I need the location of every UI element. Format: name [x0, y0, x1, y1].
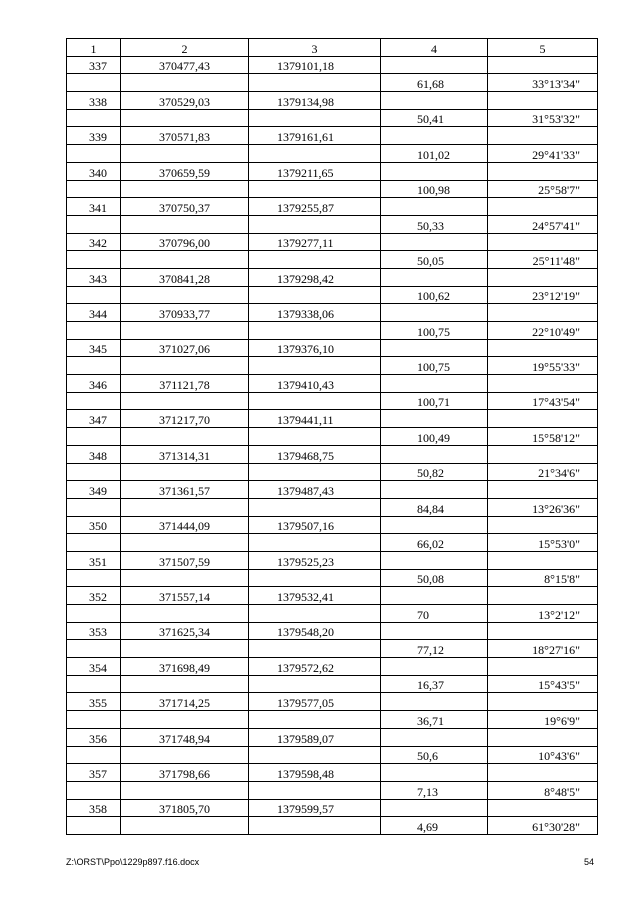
coordinates-table: [66, 38, 598, 835]
empty-cell: [67, 711, 121, 729]
table-row-segment: [67, 251, 598, 269]
x-coordinate-cell: 371507,59: [121, 551, 249, 569]
distance-cell: 100,98: [381, 180, 488, 198]
table-row-point: [67, 481, 598, 499]
empty-cell: [488, 693, 598, 711]
y-coordinate-cell: 1379410,43: [249, 375, 381, 393]
empty-cell: [121, 215, 249, 233]
angle-cell: 21°34'6": [488, 463, 598, 481]
empty-cell: [67, 392, 121, 410]
empty-cell: [121, 746, 249, 764]
angle-cell: 61°30'28": [488, 817, 598, 835]
y-coordinate-cell: 1379298,42: [249, 268, 381, 286]
distance-cell: 50,6: [381, 746, 488, 764]
empty-cell: [488, 516, 598, 534]
y-coordinate-cell: 1379161,61: [249, 127, 381, 145]
y-coordinate-cell: 1379599,57: [249, 799, 381, 817]
point-number-cell: 348: [67, 445, 121, 463]
table-row-point: [67, 551, 598, 569]
table-row-segment: [67, 180, 598, 198]
y-coordinate-cell: 1379525,23: [249, 551, 381, 569]
empty-cell: [121, 392, 249, 410]
empty-cell: [381, 92, 488, 110]
empty-cell: [121, 640, 249, 658]
distance-cell: 100,75: [381, 357, 488, 375]
point-number-cell: 338: [67, 92, 121, 110]
angle-cell: 15°53'0": [488, 534, 598, 552]
table-row-segment: [67, 675, 598, 693]
y-coordinate-cell: 1379376,10: [249, 339, 381, 357]
empty-cell: [249, 109, 381, 127]
empty-cell: [488, 551, 598, 569]
point-number-cell: 358: [67, 799, 121, 817]
empty-cell: [67, 640, 121, 658]
empty-cell: [381, 693, 488, 711]
angle-cell: 24°57'41": [488, 215, 598, 233]
table-row-point: [67, 658, 598, 676]
empty-cell: [249, 817, 381, 835]
table-row-segment: [67, 463, 598, 481]
angle-cell: 13°26'36": [488, 498, 598, 516]
empty-cell: [67, 251, 121, 269]
empty-cell: [249, 711, 381, 729]
y-coordinate-cell: 1379598,48: [249, 764, 381, 782]
x-coordinate-cell: 370659,59: [121, 162, 249, 180]
empty-cell: [249, 675, 381, 693]
empty-cell: [381, 764, 488, 782]
empty-cell: [381, 551, 488, 569]
empty-cell: [488, 233, 598, 251]
empty-cell: [67, 746, 121, 764]
y-coordinate-cell: 1379589,07: [249, 728, 381, 746]
point-number-cell: 342: [67, 233, 121, 251]
empty-cell: [381, 233, 488, 251]
x-coordinate-cell: 371217,70: [121, 410, 249, 428]
empty-cell: [381, 198, 488, 216]
table-row-point: [67, 233, 598, 251]
point-number-cell: 346: [67, 375, 121, 393]
footer-page-number: 54: [583, 857, 594, 867]
angle-cell: 23°12'19": [488, 286, 598, 304]
empty-cell: [249, 781, 381, 799]
point-number-cell: 356: [67, 728, 121, 746]
y-coordinate-cell: 1379548,20: [249, 622, 381, 640]
x-coordinate-cell: 371798,66: [121, 764, 249, 782]
empty-cell: [67, 74, 121, 92]
empty-cell: [67, 428, 121, 446]
empty-cell: [121, 781, 249, 799]
empty-cell: [249, 286, 381, 304]
empty-cell: [121, 711, 249, 729]
empty-cell: [121, 251, 249, 269]
point-number-cell: 341: [67, 198, 121, 216]
point-number-cell: 349: [67, 481, 121, 499]
angle-cell: 8°48'5": [488, 781, 598, 799]
empty-cell: [249, 180, 381, 198]
table-body: [67, 39, 598, 835]
x-coordinate-cell: 370933,77: [121, 304, 249, 322]
empty-cell: [249, 534, 381, 552]
empty-cell: [121, 498, 249, 516]
table-row-point: [67, 127, 598, 145]
empty-cell: [488, 304, 598, 322]
table-row-point: [67, 728, 598, 746]
table-row-segment: [67, 286, 598, 304]
empty-cell: [249, 463, 381, 481]
x-coordinate-cell: 371314,31: [121, 445, 249, 463]
point-number-cell: 352: [67, 587, 121, 605]
empty-cell: [121, 534, 249, 552]
point-number-cell: 347: [67, 410, 121, 428]
distance-cell: 66,02: [381, 534, 488, 552]
empty-cell: [67, 322, 121, 340]
table-row-point: [67, 92, 598, 110]
table-row-point: [67, 799, 598, 817]
empty-cell: [121, 180, 249, 198]
angle-cell: 10°43'6": [488, 746, 598, 764]
distance-cell: 36,71: [381, 711, 488, 729]
y-coordinate-cell: 1379134,98: [249, 92, 381, 110]
table-row-segment: [67, 215, 598, 233]
table-row-point: [67, 516, 598, 534]
empty-cell: [488, 728, 598, 746]
empty-cell: [488, 410, 598, 428]
point-number-cell: 340: [67, 162, 121, 180]
empty-cell: [249, 215, 381, 233]
empty-cell: [121, 357, 249, 375]
table-row-segment: [67, 781, 598, 799]
table-row-segment: [67, 357, 598, 375]
distance-cell: 100,49: [381, 428, 488, 446]
empty-cell: [67, 463, 121, 481]
y-coordinate-cell: 1379487,43: [249, 481, 381, 499]
empty-cell: [381, 410, 488, 428]
distance-cell: 50,41: [381, 109, 488, 127]
y-coordinate-cell: 1379211,65: [249, 162, 381, 180]
empty-cell: [67, 569, 121, 587]
x-coordinate-cell: 370750,37: [121, 198, 249, 216]
angle-cell: 18°27'16": [488, 640, 598, 658]
empty-cell: [488, 799, 598, 817]
point-number-cell: 339: [67, 127, 121, 145]
empty-cell: [121, 569, 249, 587]
angle-cell: 13°2'12": [488, 605, 598, 623]
distance-cell: 100,75: [381, 322, 488, 340]
empty-cell: [121, 605, 249, 623]
x-coordinate-cell: 371805,70: [121, 799, 249, 817]
empty-cell: [121, 463, 249, 481]
y-coordinate-cell: 1379468,75: [249, 445, 381, 463]
x-coordinate-cell: 371748,94: [121, 728, 249, 746]
table-row-segment: [67, 498, 598, 516]
header-cell: 5: [488, 39, 598, 57]
point-number-cell: 345: [67, 339, 121, 357]
empty-cell: [67, 781, 121, 799]
table-row-point: [67, 693, 598, 711]
point-number-cell: 343: [67, 268, 121, 286]
empty-cell: [488, 92, 598, 110]
y-coordinate-cell: 1379101,18: [249, 56, 381, 74]
table-header-row: [67, 39, 598, 57]
empty-cell: [67, 675, 121, 693]
empty-cell: [381, 622, 488, 640]
x-coordinate-cell: 371361,57: [121, 481, 249, 499]
table-row-point: [67, 445, 598, 463]
table-row-point: [67, 162, 598, 180]
angle-cell: 19°6'9": [488, 711, 598, 729]
empty-cell: [121, 286, 249, 304]
x-coordinate-cell: 370841,28: [121, 268, 249, 286]
point-number-cell: 351: [67, 551, 121, 569]
empty-cell: [381, 339, 488, 357]
empty-cell: [488, 56, 598, 74]
distance-cell: 16,37: [381, 675, 488, 693]
header-cell: 2: [121, 39, 249, 57]
empty-cell: [381, 728, 488, 746]
footer-file-path: Z:\ORST\Ppo\1229p897.f16.docx: [66, 857, 200, 867]
table-row-point: [67, 268, 598, 286]
distance-cell: 101,02: [381, 145, 488, 163]
angle-cell: 15°43'5": [488, 675, 598, 693]
table-row-segment: [67, 711, 598, 729]
angle-cell: 31°53'32": [488, 109, 598, 127]
empty-cell: [381, 658, 488, 676]
empty-cell: [381, 127, 488, 145]
empty-cell: [249, 74, 381, 92]
empty-cell: [488, 198, 598, 216]
distance-cell: 77,12: [381, 640, 488, 658]
y-coordinate-cell: 1379338,06: [249, 304, 381, 322]
angle-cell: 29°41'33": [488, 145, 598, 163]
empty-cell: [381, 375, 488, 393]
table-row-segment: [67, 605, 598, 623]
empty-cell: [488, 339, 598, 357]
empty-cell: [488, 481, 598, 499]
table-row-segment: [67, 817, 598, 835]
distance-cell: 84,84: [381, 498, 488, 516]
empty-cell: [67, 498, 121, 516]
empty-cell: [121, 74, 249, 92]
table-row-segment: [67, 322, 598, 340]
y-coordinate-cell: 1379572,62: [249, 658, 381, 676]
empty-cell: [249, 746, 381, 764]
x-coordinate-cell: 371625,34: [121, 622, 249, 640]
empty-cell: [381, 587, 488, 605]
point-number-cell: 355: [67, 693, 121, 711]
angle-cell: 25°11'48": [488, 251, 598, 269]
distance-cell: 70: [381, 605, 488, 623]
empty-cell: [249, 640, 381, 658]
empty-cell: [488, 622, 598, 640]
header-cell: 1: [67, 39, 121, 57]
empty-cell: [67, 605, 121, 623]
distance-cell: 50,08: [381, 569, 488, 587]
empty-cell: [381, 304, 488, 322]
point-number-cell: 350: [67, 516, 121, 534]
table-row-point: [67, 375, 598, 393]
table-row-point: [67, 410, 598, 428]
distance-cell: 61,68: [381, 74, 488, 92]
x-coordinate-cell: 370529,03: [121, 92, 249, 110]
empty-cell: [249, 392, 381, 410]
distance-cell: 50,05: [381, 251, 488, 269]
distance-cell: 7,13: [381, 781, 488, 799]
y-coordinate-cell: 1379532,41: [249, 587, 381, 605]
empty-cell: [488, 268, 598, 286]
empty-cell: [381, 516, 488, 534]
distance-cell: 100,71: [381, 392, 488, 410]
empty-cell: [381, 56, 488, 74]
angle-cell: 25°58'7": [488, 180, 598, 198]
empty-cell: [249, 322, 381, 340]
empty-cell: [121, 145, 249, 163]
table-row-segment: [67, 392, 598, 410]
table-row-segment: [67, 640, 598, 658]
empty-cell: [381, 162, 488, 180]
empty-cell: [488, 658, 598, 676]
empty-cell: [121, 322, 249, 340]
table-row-point: [67, 304, 598, 322]
table-row-segment: [67, 746, 598, 764]
empty-cell: [249, 428, 381, 446]
angle-cell: 19°55'33": [488, 357, 598, 375]
empty-cell: [67, 357, 121, 375]
table-row-segment: [67, 534, 598, 552]
table-row-point: [67, 587, 598, 605]
empty-cell: [121, 817, 249, 835]
empty-cell: [249, 569, 381, 587]
point-number-cell: 357: [67, 764, 121, 782]
x-coordinate-cell: 371714,25: [121, 693, 249, 711]
table-row-point: [67, 56, 598, 74]
point-number-cell: 337: [67, 56, 121, 74]
table-row-point: [67, 622, 598, 640]
table-row-point: [67, 198, 598, 216]
y-coordinate-cell: 1379577,05: [249, 693, 381, 711]
empty-cell: [67, 286, 121, 304]
table-row-segment: [67, 428, 598, 446]
header-cell: 4: [381, 39, 488, 57]
x-coordinate-cell: 371027,06: [121, 339, 249, 357]
distance-cell: 100,62: [381, 286, 488, 304]
angle-cell: 22°10'49": [488, 322, 598, 340]
table-row-point: [67, 764, 598, 782]
empty-cell: [67, 109, 121, 127]
y-coordinate-cell: 1379441,11: [249, 410, 381, 428]
table-row-segment: [67, 74, 598, 92]
empty-cell: [381, 481, 488, 499]
x-coordinate-cell: 371698,49: [121, 658, 249, 676]
empty-cell: [249, 605, 381, 623]
empty-cell: [249, 251, 381, 269]
y-coordinate-cell: 1379277,11: [249, 233, 381, 251]
empty-cell: [488, 764, 598, 782]
empty-cell: [381, 799, 488, 817]
x-coordinate-cell: 371121,78: [121, 375, 249, 393]
point-number-cell: 353: [67, 622, 121, 640]
empty-cell: [488, 162, 598, 180]
point-number-cell: 354: [67, 658, 121, 676]
empty-cell: [67, 215, 121, 233]
empty-cell: [67, 180, 121, 198]
empty-cell: [67, 534, 121, 552]
angle-cell: 17°43'54": [488, 392, 598, 410]
table-row-point: [67, 339, 598, 357]
empty-cell: [381, 445, 488, 463]
distance-cell: 4,69: [381, 817, 488, 835]
empty-cell: [488, 127, 598, 145]
empty-cell: [488, 587, 598, 605]
angle-cell: 33°13'34": [488, 74, 598, 92]
empty-cell: [121, 428, 249, 446]
y-coordinate-cell: 1379255,87: [249, 198, 381, 216]
empty-cell: [249, 357, 381, 375]
empty-cell: [121, 109, 249, 127]
x-coordinate-cell: 370571,83: [121, 127, 249, 145]
empty-cell: [67, 145, 121, 163]
empty-cell: [67, 817, 121, 835]
empty-cell: [249, 145, 381, 163]
angle-cell: 15°58'12": [488, 428, 598, 446]
y-coordinate-cell: 1379507,16: [249, 516, 381, 534]
point-number-cell: 344: [67, 304, 121, 322]
table-row-segment: [67, 569, 598, 587]
table-row-segment: [67, 145, 598, 163]
distance-cell: 50,82: [381, 463, 488, 481]
empty-cell: [381, 268, 488, 286]
empty-cell: [488, 375, 598, 393]
x-coordinate-cell: 370796,00: [121, 233, 249, 251]
empty-cell: [121, 675, 249, 693]
distance-cell: 50,33: [381, 215, 488, 233]
empty-cell: [488, 445, 598, 463]
empty-cell: [249, 498, 381, 516]
header-cell: 3: [249, 39, 381, 57]
x-coordinate-cell: 370477,43: [121, 56, 249, 74]
angle-cell: 8°15'8": [488, 569, 598, 587]
x-coordinate-cell: 371444,09: [121, 516, 249, 534]
x-coordinate-cell: 371557,14: [121, 587, 249, 605]
table-row-segment: [67, 109, 598, 127]
